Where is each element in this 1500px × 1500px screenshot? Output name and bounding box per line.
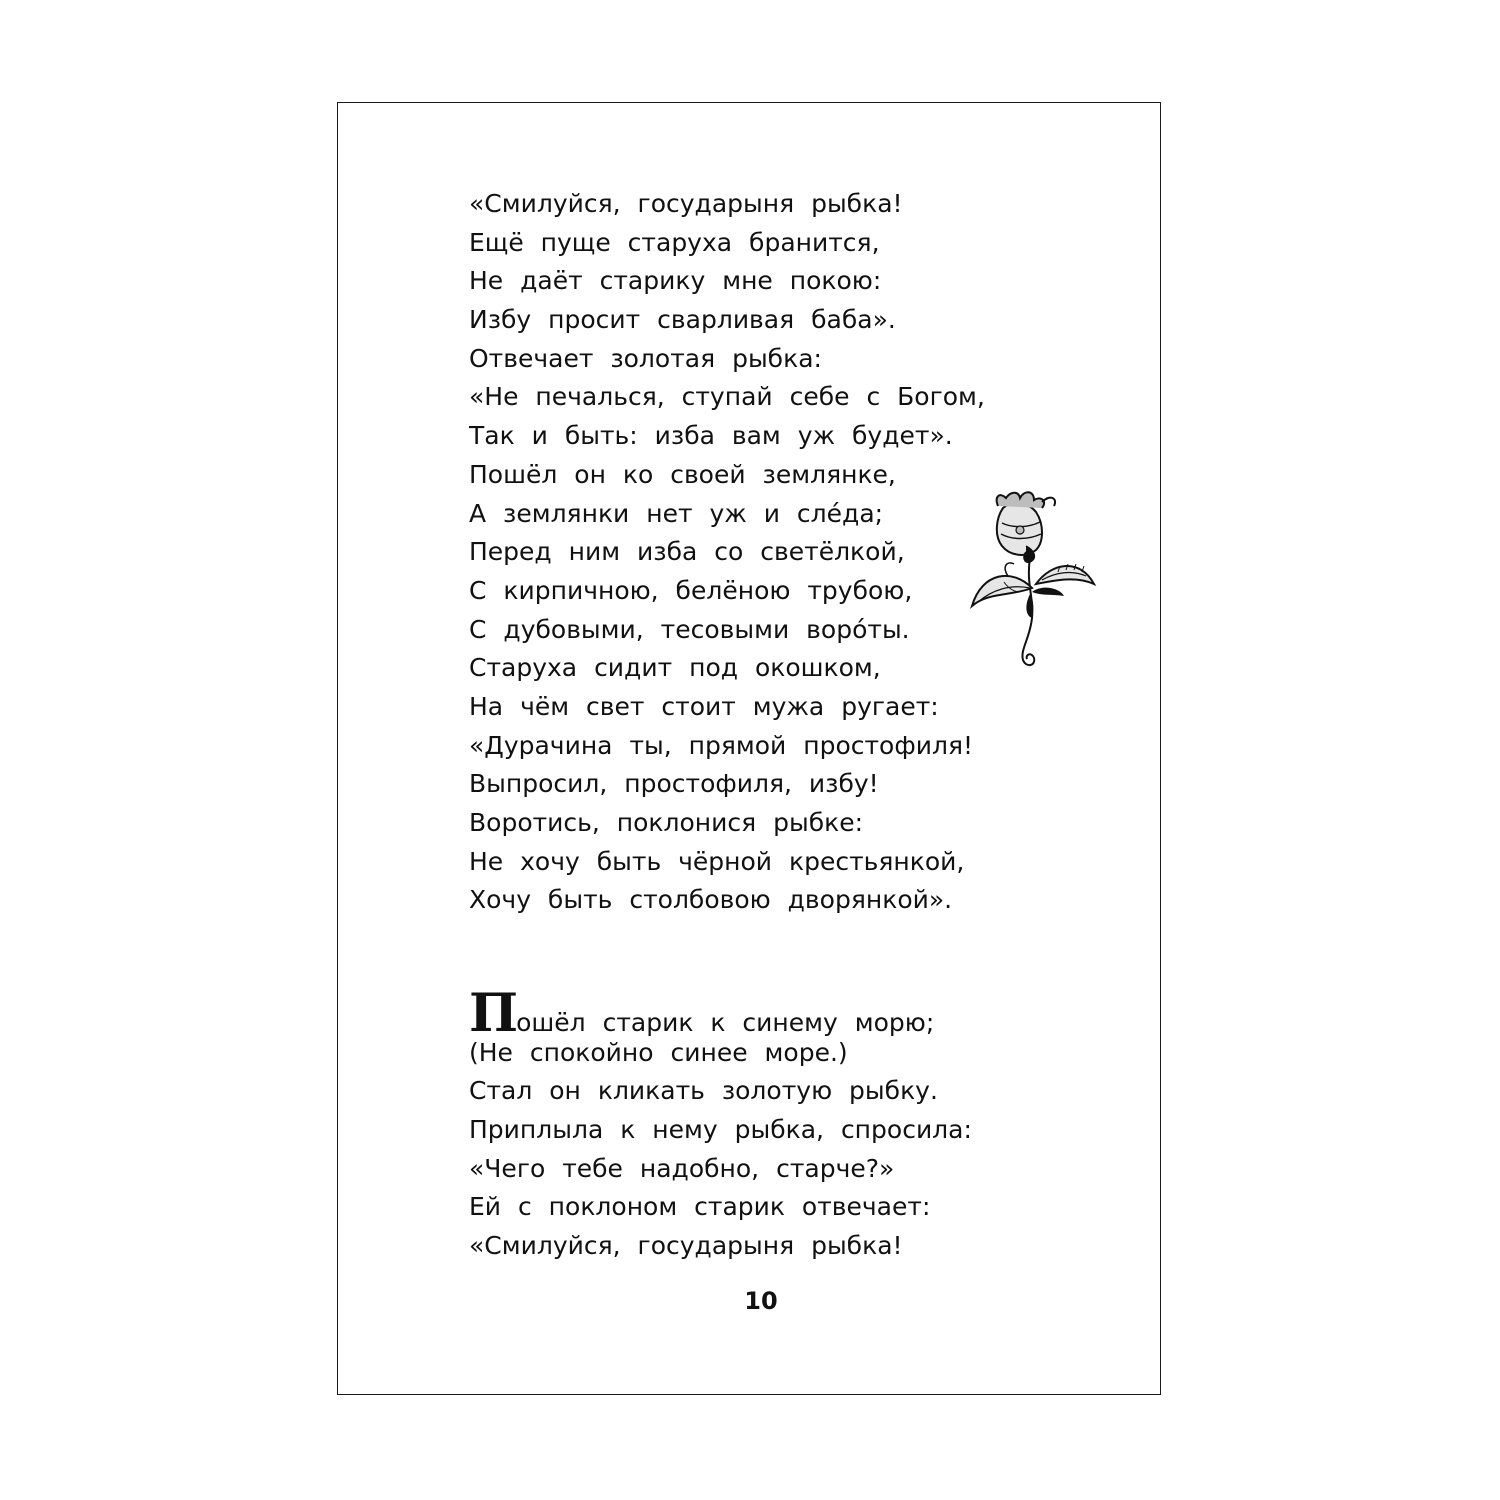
verse-line: Избу просит сварливая баба». — [469, 305, 896, 335]
verse-line: «Смилуйся, государыня рыбка! — [469, 1231, 903, 1261]
verse-line: Стал он кликать золотую рыбку. — [469, 1076, 938, 1106]
verse-line: Не хочу быть чёрной крестьянкой, — [469, 846, 965, 876]
verse-line: А землянки нет уж и сле́да; — [469, 498, 884, 528]
verse-line: Так и быть: изба вам уж будет». — [469, 421, 953, 451]
verse-line: (Не спокойно синее море.) — [469, 1037, 848, 1067]
drop-cap: П — [469, 983, 517, 1044]
verse-line: Приплыла к нему рыбка, спросила: — [469, 1115, 972, 1145]
page-number: 10 — [744, 1287, 778, 1315]
verse-line: Воротись, поклонися рыбке: — [469, 808, 864, 837]
verse-first-line — [469, 983, 972, 1044]
verse-line: С кирпичною, белёною трубою, — [469, 575, 913, 605]
book-page — [337, 102, 1161, 1395]
verse-line: Ей с поклоном старик отвечает: — [469, 1192, 931, 1222]
verse-line: «Чего тебе надобно, старче?» — [469, 1153, 895, 1183]
verse-line: Пошёл он ко своей землянке, — [469, 459, 896, 489]
verse-line: «Не печалься, ступай себе с Богом, — [469, 382, 985, 412]
verse-line: Отвечает золотая рыбка: — [469, 343, 822, 373]
first-line-rest: ошёл старик к синему морю; — [516, 1008, 935, 1037]
verse-line: «Смилуйся, государыня рыбка! — [469, 189, 903, 218]
stanza-2 — [469, 983, 972, 1266]
verse-line: Старуха сидит под окошком, — [469, 653, 881, 683]
verse-line: «Дурачина ты, прямой простофиля! — [469, 730, 974, 760]
stanza-1 — [469, 185, 985, 920]
flower-ornament-icon — [968, 488, 1098, 678]
verse-line: Хочу быть столбовою дворянкой». — [469, 885, 953, 915]
verse-line: Ещё пуще старуха бранится, — [469, 227, 880, 257]
verse-line: Выпросил, простофиля, избу! — [469, 769, 879, 799]
verse-line: С дубовыми, тесовыми воро́ты. — [469, 614, 910, 644]
verse-line: Не даёт старику мне покою: — [469, 266, 882, 296]
verse-line: На чём свет стоит мужа ругает: — [469, 691, 939, 721]
verse-line: Перед ним изба со светёлкой, — [469, 537, 905, 567]
